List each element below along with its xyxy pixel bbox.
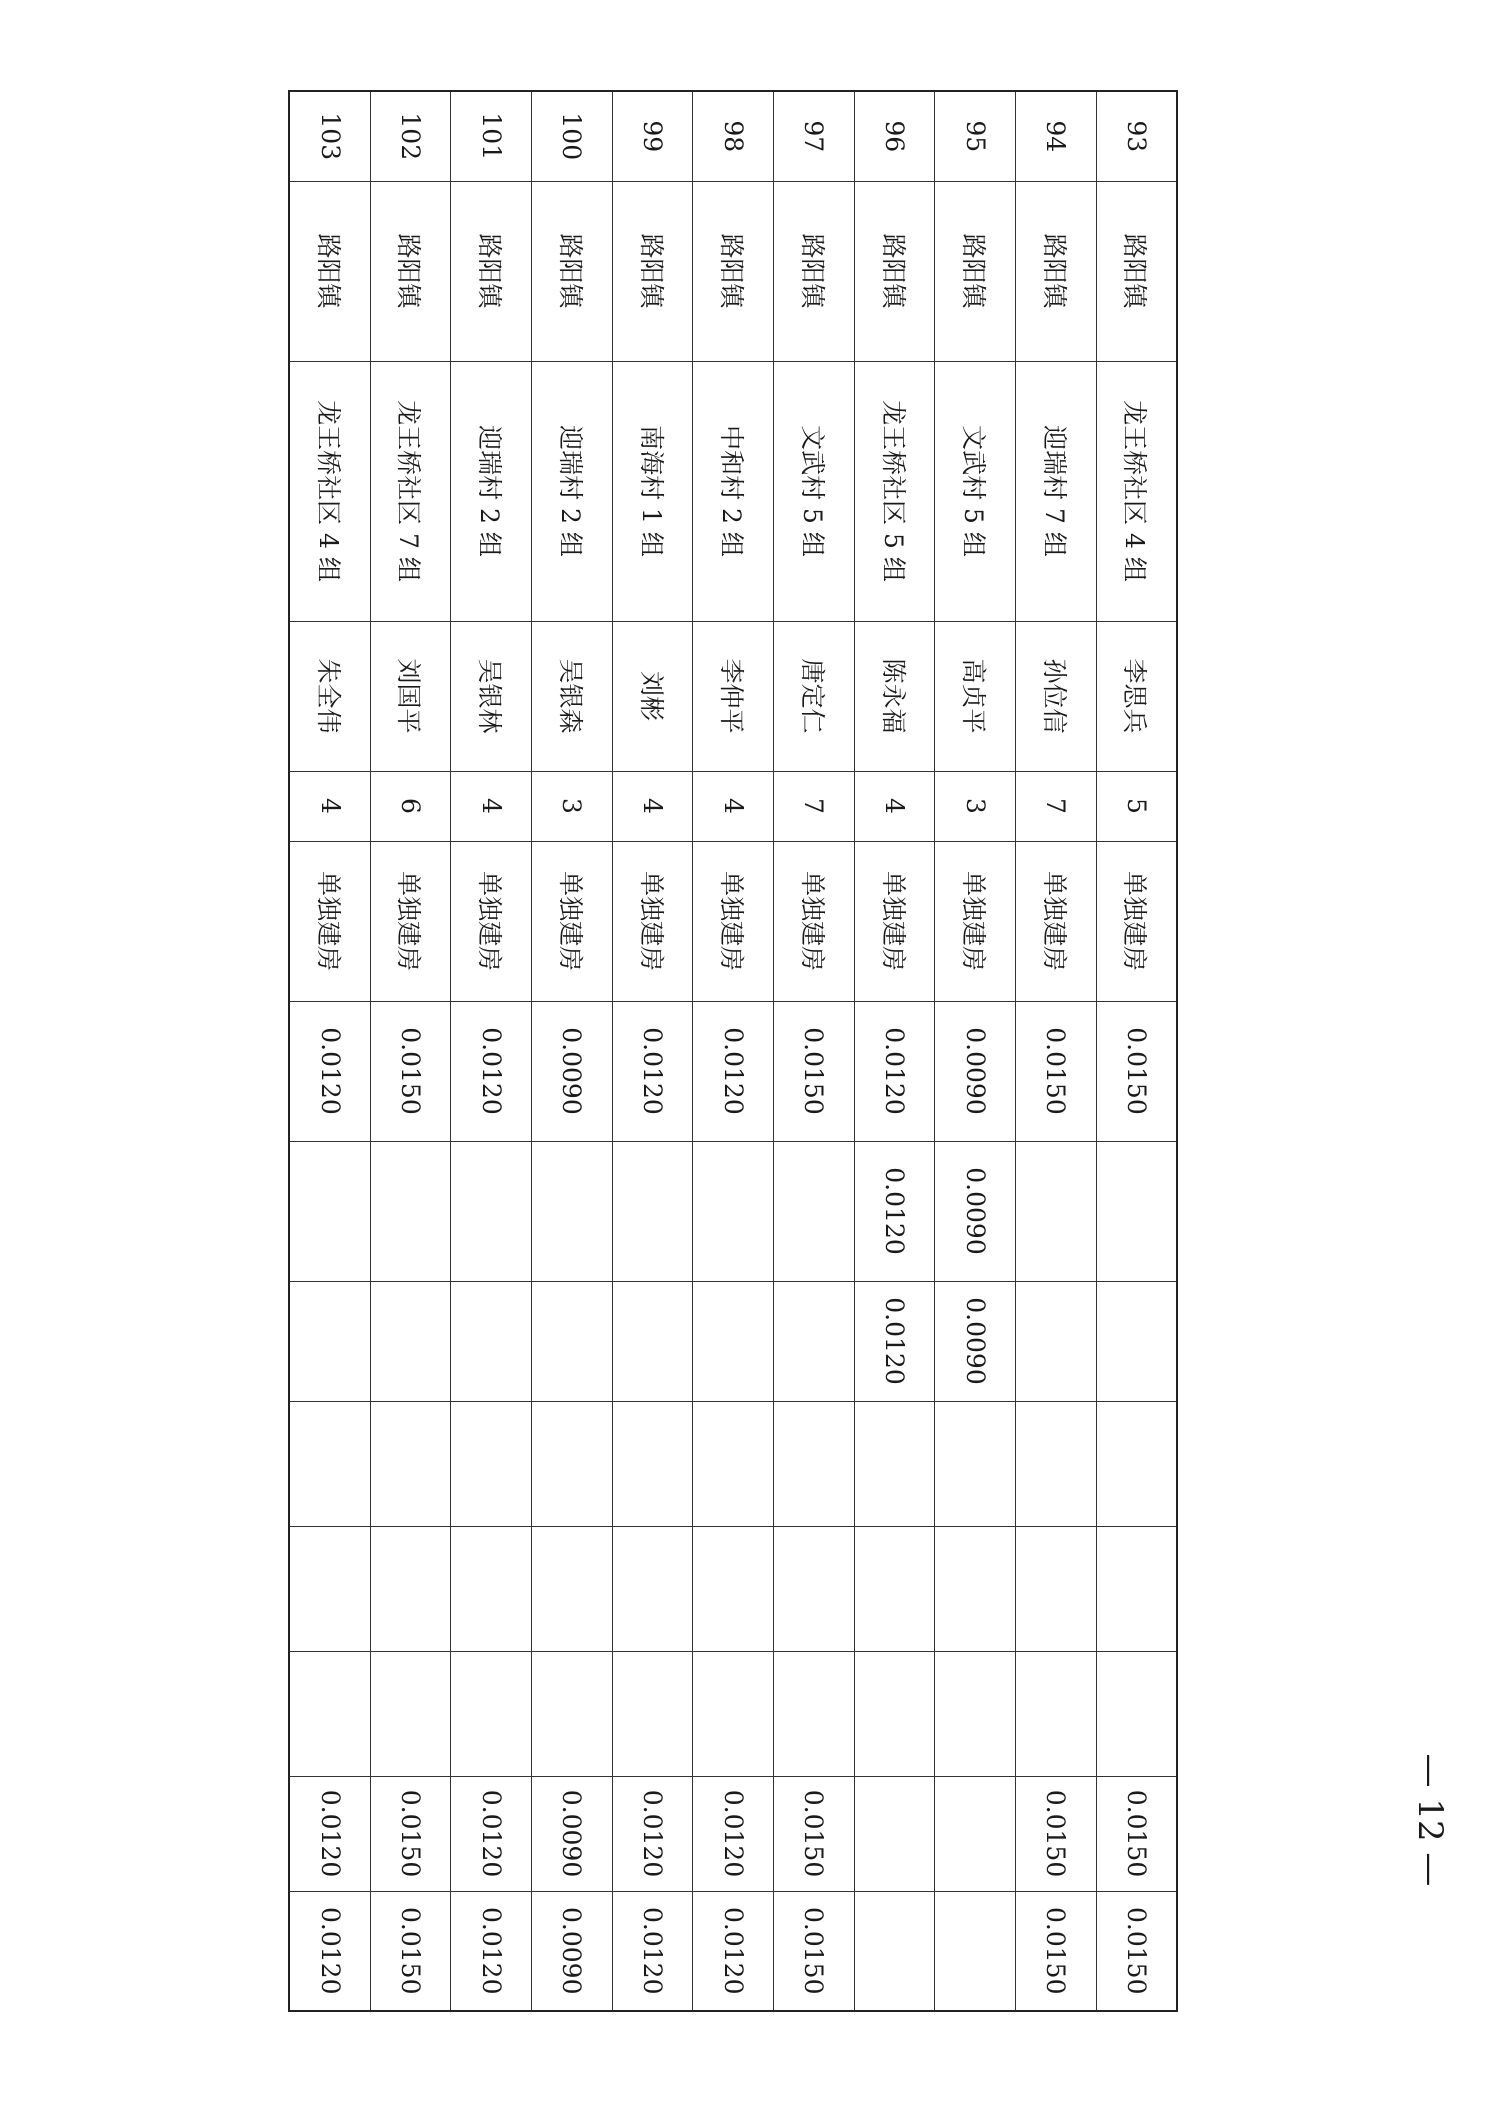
cell-count: 4 (854, 771, 935, 841)
cell-type: 单独建房 (1096, 841, 1177, 1001)
table-row (532, 91, 613, 2011)
cell-c4 (854, 1526, 935, 1651)
cell-count: 3 (935, 771, 1016, 841)
cell-location: 中和村 2 组 (693, 361, 774, 621)
cell-c2 (532, 1281, 613, 1401)
table-row (1016, 91, 1097, 2011)
cell-town: 路阳镇 (370, 181, 451, 361)
cell-c4 (1096, 1526, 1177, 1651)
cell-name: 朱全伟 (289, 621, 370, 771)
cell-name: 吴银森 (532, 621, 613, 771)
cell-count: 5 (1096, 771, 1177, 841)
cell-no: 103 (289, 91, 370, 181)
cell-c7: 0.0150 (1016, 1891, 1097, 2011)
cell-name: 唐定仁 (774, 621, 855, 771)
cell-type: 单独建房 (289, 841, 370, 1001)
cell-town: 路阳镇 (289, 181, 370, 361)
cell-c7: 0.0150 (774, 1891, 855, 2011)
cell-type: 单独建房 (612, 841, 693, 1001)
cell-name: 刘国平 (370, 621, 451, 771)
cell-c2 (370, 1281, 451, 1401)
cell-c7: 0.0150 (1096, 1891, 1177, 2011)
table-row (935, 91, 1016, 2011)
cell-c6 (935, 1776, 1016, 1891)
cell-no: 96 (854, 91, 935, 181)
cell-count: 4 (451, 771, 532, 841)
cell-c5 (289, 1651, 370, 1776)
cell-location: 迎瑞村 2 组 (532, 361, 613, 621)
cell-c4 (612, 1526, 693, 1651)
cell-c6: 0.0150 (1096, 1776, 1177, 1891)
cell-c2 (693, 1281, 774, 1401)
cell-count: 3 (532, 771, 613, 841)
cell-count: 4 (693, 771, 774, 841)
cell-location: 龙王桥社区 4 组 (289, 361, 370, 621)
table-row (451, 91, 532, 2011)
cell-c4 (1016, 1526, 1097, 1651)
cell-c5 (774, 1651, 855, 1776)
cell-c7 (854, 1891, 935, 2011)
cell-c5 (532, 1651, 613, 1776)
cell-c1 (451, 1141, 532, 1281)
cell-count: 7 (1016, 771, 1097, 841)
cell-c3 (1016, 1401, 1097, 1526)
cell-c2 (1096, 1281, 1177, 1401)
cell-c7: 0.0120 (693, 1891, 774, 2011)
cell-c2 (451, 1281, 532, 1401)
table-row (289, 91, 370, 2011)
table-row (612, 91, 693, 2011)
cell-location: 龙王桥社区 7 组 (370, 361, 451, 621)
cell-name: 高贞平 (935, 621, 1016, 771)
cell-name: 刘彬 (612, 621, 693, 771)
cell-no: 94 (1016, 91, 1097, 181)
cell-c1 (532, 1141, 613, 1281)
cell-c1 (693, 1141, 774, 1281)
cell-town: 路阳镇 (532, 181, 613, 361)
cell-town: 路阳镇 (935, 181, 1016, 361)
cell-count: 4 (612, 771, 693, 841)
cell-c3 (612, 1401, 693, 1526)
cell-c7: 0.0120 (612, 1891, 693, 2011)
table-row (370, 91, 451, 2011)
cell-c3 (935, 1401, 1016, 1526)
cell-c5 (451, 1651, 532, 1776)
land-use-table (288, 90, 1178, 2012)
cell-name: 陈永福 (854, 621, 935, 771)
page-number-text: — 12 — (1410, 1753, 1450, 1887)
cell-c1: 0.0090 (935, 1141, 1016, 1281)
cell-name: 孙位信 (1016, 621, 1097, 771)
cell-c2: 0.0090 (935, 1281, 1016, 1401)
cell-type: 单独建房 (774, 841, 855, 1001)
cell-area: 0.0150 (1096, 1001, 1177, 1141)
cell-c6: 0.0120 (693, 1776, 774, 1891)
cell-area: 0.0120 (289, 1001, 370, 1141)
cell-c4 (289, 1526, 370, 1651)
cell-c6: 0.0120 (289, 1776, 370, 1891)
cell-c6: 0.0120 (612, 1776, 693, 1891)
cell-area: 0.0150 (370, 1001, 451, 1141)
cell-type: 单独建房 (693, 841, 774, 1001)
cell-c2 (612, 1281, 693, 1401)
cell-c4 (532, 1526, 613, 1651)
cell-c2 (1016, 1281, 1097, 1401)
cell-no: 100 (532, 91, 613, 181)
cell-c7: 0.0120 (451, 1891, 532, 2011)
cell-name: 李思兵 (1096, 621, 1177, 771)
cell-c3 (532, 1401, 613, 1526)
cell-type: 单独建房 (854, 841, 935, 1001)
cell-location: 文武村 5 组 (935, 361, 1016, 621)
cell-c4 (370, 1526, 451, 1651)
cell-area: 0.0120 (451, 1001, 532, 1141)
cell-area: 0.0090 (935, 1001, 1016, 1141)
cell-c1 (1016, 1141, 1097, 1281)
cell-no: 102 (370, 91, 451, 181)
cell-c3 (854, 1401, 935, 1526)
cell-c3 (774, 1401, 855, 1526)
cell-c4 (451, 1526, 532, 1651)
cell-no: 93 (1096, 91, 1177, 181)
cell-town: 路阳镇 (774, 181, 855, 361)
cell-c1 (1096, 1141, 1177, 1281)
cell-town: 路阳镇 (854, 181, 935, 361)
cell-c6: 0.0150 (370, 1776, 451, 1891)
table-row (774, 91, 855, 2011)
cell-c3 (370, 1401, 451, 1526)
cell-type: 单独建房 (532, 841, 613, 1001)
rotated-table-wrapper (290, 90, 1178, 2010)
cell-type: 单独建房 (451, 841, 532, 1001)
cell-c5 (612, 1651, 693, 1776)
cell-c1 (289, 1141, 370, 1281)
cell-location: 文武村 5 组 (774, 361, 855, 621)
cell-town: 路阳镇 (612, 181, 693, 361)
cell-town: 路阳镇 (1096, 181, 1177, 361)
cell-c1 (370, 1141, 451, 1281)
page-number (1400, 1730, 1460, 1910)
cell-area: 0.0150 (774, 1001, 855, 1141)
cell-town: 路阳镇 (451, 181, 532, 361)
cell-c7: 0.0150 (370, 1891, 451, 2011)
cell-name: 吴银林 (451, 621, 532, 771)
cell-name: 李仲平 (693, 621, 774, 771)
cell-no: 97 (774, 91, 855, 181)
cell-c6: 0.0150 (774, 1776, 855, 1891)
cell-c6: 0.0090 (532, 1776, 613, 1891)
cell-no: 99 (612, 91, 693, 181)
table-body (289, 91, 1177, 2011)
cell-location: 南海村 1 组 (612, 361, 693, 621)
table-row (693, 91, 774, 2011)
cell-c7: 0.0120 (289, 1891, 370, 2011)
cell-c7: 0.0090 (532, 1891, 613, 2011)
cell-c5 (1096, 1651, 1177, 1776)
cell-c6 (854, 1776, 935, 1891)
cell-c5 (854, 1651, 935, 1776)
cell-location: 龙王桥社区 5 组 (854, 361, 935, 621)
table-row (1096, 91, 1177, 2011)
cell-c4 (935, 1526, 1016, 1651)
cell-no: 95 (935, 91, 1016, 181)
cell-c5 (370, 1651, 451, 1776)
cell-c5 (1016, 1651, 1097, 1776)
cell-count: 6 (370, 771, 451, 841)
table-row (854, 91, 935, 2011)
cell-area: 0.0150 (1016, 1001, 1097, 1141)
cell-c1: 0.0120 (854, 1141, 935, 1281)
cell-town: 路阳镇 (693, 181, 774, 361)
cell-c7 (935, 1891, 1016, 2011)
cell-area: 0.0120 (612, 1001, 693, 1141)
cell-c5 (935, 1651, 1016, 1776)
cell-area: 0.0090 (532, 1001, 613, 1141)
cell-c3 (289, 1401, 370, 1526)
cell-no: 98 (693, 91, 774, 181)
cell-count: 4 (289, 771, 370, 841)
cell-type: 单独建房 (370, 841, 451, 1001)
cell-c6: 0.0150 (1016, 1776, 1097, 1891)
cell-c5 (693, 1651, 774, 1776)
cell-count: 7 (774, 771, 855, 841)
cell-no: 101 (451, 91, 532, 181)
cell-c2 (289, 1281, 370, 1401)
cell-c4 (693, 1526, 774, 1651)
cell-c2: 0.0120 (854, 1281, 935, 1401)
cell-location: 迎瑞村 2 组 (451, 361, 532, 621)
cell-c6: 0.0120 (451, 1776, 532, 1891)
cell-c1 (612, 1141, 693, 1281)
cell-type: 单独建房 (1016, 841, 1097, 1001)
cell-c3 (451, 1401, 532, 1526)
cell-area: 0.0120 (854, 1001, 935, 1141)
cell-c2 (774, 1281, 855, 1401)
cell-location: 龙王桥社区 4 组 (1096, 361, 1177, 621)
cell-c3 (1096, 1401, 1177, 1526)
cell-location: 迎瑞村 7 组 (1016, 361, 1097, 621)
cell-area: 0.0120 (693, 1001, 774, 1141)
cell-c1 (774, 1141, 855, 1281)
cell-c4 (774, 1526, 855, 1651)
cell-type: 单独建房 (935, 841, 1016, 1001)
cell-town: 路阳镇 (1016, 181, 1097, 361)
cell-c3 (693, 1401, 774, 1526)
